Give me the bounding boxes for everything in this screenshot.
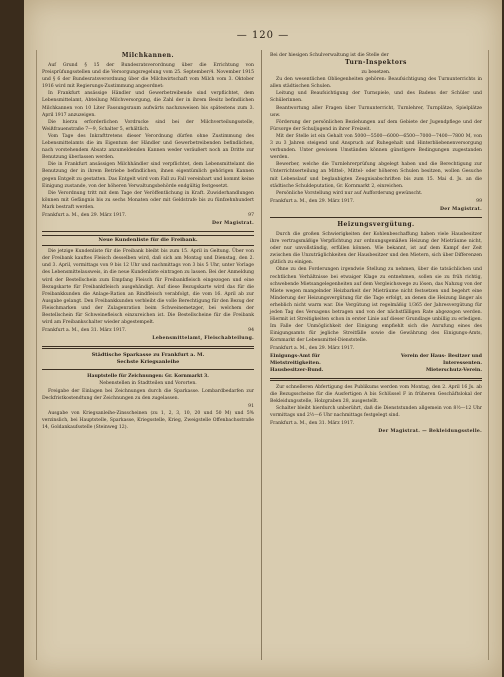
- notice-date: Frankfurt a. M., den 29. März 1917.: [42, 212, 127, 218]
- divider: [42, 369, 254, 370]
- notice-body: [270, 384, 482, 419]
- notice-footer: [42, 212, 254, 219]
- paragraph: Vom Tage des Inkrafttretens dieser Verordnung dürfen ohne Zustimmung des Lebensmittelamts die im Eigentum der Händler und Gewerbetreibenden befindlichen, nach vorstehendem Absatz anzumeldenden Kannen weder veräußert noch an Dritte zur Benutzung überlassen werden.: [42, 133, 254, 161]
- notice-clothing: [270, 384, 482, 436]
- paragraph: Durch die großen Schwierigkeiten der Kohlenbeschaffung haben viele Hausbesitzer ihre vertragsmäßige Verpflichtung zur ordnungsgemäßen Heizung der Mieträume nicht, oder nur unvollständig, erfüllen können. Wie bekannt, ist auf dem Kampf der Zeit zwischen die Unzuträglichkeiten der Hausbesitzer und den Mietern, sich über Differenzen gütlich zu einigen.: [270, 231, 482, 266]
- notice-tag: 91: [248, 403, 254, 409]
- notice-body: [42, 62, 254, 211]
- notice-title: Turn-Inspektors: [345, 59, 407, 67]
- paragraph: Die jetzige Kundenliste für die Freibank bleibt bis zum 15. April in Geltung. Über von der Freibank kauftes Fleisch desselben wird, daß sich am Montag und Dienstag, den 2. und 3. April, vormittags von 9 bis 12 Uhr und nachmittags von 3 bis 5 Uhr, unter Vorlage des Lebensmittelausweis, in die neue Kundenliste eintragen zu lassen. Bei der Anmeldung wird der Bestellschein zum Empfang Fleisch für Freibankfleisch eingezogen und eine Bezugskarte für Freibankfleisch ausgehändigt. Auf diese Bezugskarte wird das für die Freibankkunden die Anlage-Ration an Rindfleisch verabfolgt, die vom 16. April ab zur Ausgabe gelangt. Den Freibankkunden verbleibt die volle Berechtigung für den Bezug der Fleischmarken und der Zulagenration beim Schweinemetzger, bei welchem der Bestellschein für Schweinefleisch einzureichen ist. Die Bestellscheine für die Freibank wird am Freibankschalter wieder abgestempelt.: [42, 249, 254, 326]
- paragraph: Auf Grund § 15 der Bundesratsverordnung über die Errichtung von Preisprüfungsstellen und die Versorgungsregelung vom 25. September/4. November 1915 und § 6 der Bundesratsverordnung über die Milchwirtschaft vom Milch vom 3. Oktober 1916 wird mit Regierungs-Zustimmung angeordnet:: [42, 63, 254, 90]
- paragraph: Zur schnelleren Abfertigung des Publikums werden vom Montag, den 2. April 16 Js. ab die Bezugsscheine für die Ausfertigen A bis Schlüssel F in früheren Geschäftslokal der Bekleidungsstelle, Holzgraben 28, ausgestellt.: [270, 384, 482, 405]
- divider: [42, 231, 254, 232]
- notice-milk-cans: [42, 52, 254, 227]
- signatory: Einigungs-Amt für Mietstreitigkeiten.: [270, 352, 321, 366]
- divider: [270, 378, 482, 381]
- left-margin-rule: [36, 50, 37, 660]
- notice-signature: Der Magistrat.: [212, 221, 254, 227]
- signature-row: [270, 206, 482, 213]
- notice-footer: [42, 327, 254, 334]
- paragraph: Persönliche Vorstellung wird nur auf Aufforderung gewünscht.: [276, 190, 423, 196]
- signatory: Mieterschutz-Verein.: [425, 366, 482, 373]
- notice-line: Nebenstellen in Stadtteilen und Vororten.: [99, 381, 197, 387]
- notice-footer: [270, 345, 482, 352]
- paragraph: Ohne zu den Forderungen irgendwie Stellung zu nehmen, über die tatsächlichen und rechtlichen Verhältnisse bei etwaiger Klage zu entnehmen, sollen sie zu früh richtig, schwebende Mietsangelegenheiten auf dem Vergleichswege zu lösen, das Nahzug von der Miete wegen mangelnder Heizbarkeit der Mieträume nicht festsetzen und begehrt eine Minderung der Heizungsvergütung für die Tage erfolgt, an denen die Heizung länger als erheblich nicht warm war. Die Vergütung ist regelmäßig 1/365 der Jahresvergütung für jeden Tag des Versagens betragen und von der nächstfälligen Rate abgezogen werden. Hiermit ist Streitigkeiten schon in erster Linie auf dieser Grundlage unbillig zu erledigen. Im Falle der Unmöglichkeit der Einigung empfiehlt sich die Anrufung eines des Einigungsamts für jegliche Streitfälle sowie die Gewährung des Einigungs-Amts, Kornmarkt der Lebensmittel-Dienststelle.: [270, 267, 482, 344]
- notice-tag: 97: [248, 212, 254, 218]
- signature-row: [42, 220, 254, 227]
- left-column: [42, 52, 254, 435]
- paragraph: Die Verordnung tritt mit dem Tage der Veröffentlichung in Kraft. Zuwiderhandlungen können mit Gefängnis bis zu sechs Monaten oder mit Geldstrafe bis zu fünfzehnhundert Mark bestraft werden.: [42, 190, 254, 210]
- notice-body: [42, 388, 254, 432]
- notice-signature: Der Magistrat. — Bekleidungsstelle.: [378, 429, 482, 435]
- signature-row: [270, 428, 482, 435]
- notice-lead: zu besetzen.: [361, 70, 391, 76]
- right-margin-rule: [488, 50, 489, 660]
- signatory-row: [270, 353, 482, 367]
- notice-footer: [270, 420, 482, 427]
- notice-date: Frankfurt a. M., den 31. März 1917.: [270, 421, 355, 427]
- notice-signature: Der Magistrat.: [440, 206, 482, 212]
- paragraph: Zu den wesentlichen Obliegenheiten gehören: Beaufsichtigung des Turnunterrichts in allen städtischen Schulen.: [270, 77, 482, 90]
- notice-date: Frankfurt a. M., den 29. März 1917.: [270, 198, 355, 204]
- notice-heating: [270, 221, 482, 374]
- notice-title: Milchkannen.: [121, 52, 175, 59]
- column-divider: [261, 50, 262, 660]
- paragraph: In Frankfurt ansässige Händler und Gewerbetreibende sind verpflichtet, dem Lebensmittelamt, Abteilung Milchversorgung, die Zahl der in ihrem Besitz befindlichen Milchkannen von 10 Liter Fassungsraum aufwärts nachzuweisen bis spätestens zum 3. April 1917 anzuzeigen.: [42, 91, 254, 118]
- notice-footer: [270, 198, 482, 205]
- notice-gym-inspector: [270, 52, 482, 213]
- notice-body: [270, 231, 482, 345]
- notice-date: Frankfurt a. M., den 29. März 1917.: [270, 346, 355, 352]
- paragraph: Leitung und Beaufsichtigung der Turnspiele, und des Badens der Schüler und Schülerinnen.: [270, 91, 482, 104]
- notice-title: Städtische Sparkasse zu Frankfurt a. M.: [91, 352, 205, 359]
- notice-tag: 99: [476, 198, 482, 204]
- signatory: Hausbesitzer-Bund.: [270, 366, 324, 373]
- notice-body: [270, 76, 482, 197]
- notice-savings-bank: [42, 352, 254, 431]
- divider: [270, 217, 482, 218]
- paragraph: Förderung der persönlichen Beziehungen auf dem Gebiete der Jugendpflege und der Fürsorge der Schuljugend in ihrer Freizeit.: [270, 119, 482, 132]
- paragraph: Bewerber, welche die Turnlehrerprüfung abgelegt haben und die Berechtigung zur Unterrichtserteilung an Mittel-, Mittel- oder höheren Schulen besitzen, wollen Gesuche mit Lebenslauf und beglaubigten Zeugnisabschriften bis zum 15. Mai d. Js. an die städtische Schuldeputation, Gr. Kornmarkt 2, einreichen.: [270, 162, 482, 189]
- paragraph: Die in Frankfurt ansässigen Milchhändler sind verpflichtet, dem Lebensmittelamt die Benutzung der in ihrem Betriebe befindlichen, ihnen eigentümlich gehörigen Kannen gegen Entgelt zu gestatten. Das Entgelt wird vom Fall zu Fall vereinbart und kommt keine Einigung zustande, von der höheren Verwaltungsbehörde endgültig festgesetzt.: [42, 162, 254, 189]
- notice-tag: 94: [248, 328, 254, 334]
- notice-subtitle: Sechste Kriegsanleihe: [116, 359, 180, 366]
- notice-signature: Lebensmittelamt, Fleischabteilung.: [152, 336, 254, 342]
- paragraph: Schalter bleibt hierdurch unberührt, daß die Dienststunden allgemein von 8½—12 Uhr vormittags und 2½—6 Uhr nachmittags festgelegt sind.: [270, 406, 482, 419]
- tag-row: [42, 403, 254, 410]
- paragraph: Die hierzu erforderlichen Vordrucke sind bei der Milchverteilungsstelle, Weißfrauenstraße 7—9, Schalter 5, erhältlich.: [42, 119, 254, 132]
- paragraph: Mit der Stelle ist ein Gehalt von 5000—5500—6000—6500—7000—7400—7800 M, von 3 zu 3 Jahren steigend und Anspruch auf Ruhegehalt und Hinterbliebenenversorgung verbunden. Unter gewissen Umständen können günstigere Bedingungen zugestanden werden.: [270, 133, 482, 161]
- paragraph: Freigabe der Einlagen bei Zeichnungen durch die Sparkasse. Lombardbedarfen zur Deckfristkostendtung der Zeichnungen zu den zugelassen.: [42, 388, 254, 401]
- notice-intro: Bei der hiesigen Schulverwaltung ist die Stelle der: [270, 53, 389, 58]
- signatory: Verein der Haus- Besitzer und Interessenten.: [400, 352, 482, 366]
- notice-date: Frankfurt a. M., den 31. März 1917.: [42, 328, 127, 334]
- page-number: — 120 —: [236, 30, 290, 41]
- divider: [42, 346, 254, 349]
- notice-line: Hauptstelle für Zeichnungen: Gr. Kornmarkt 3.: [87, 374, 209, 380]
- notice-title: Heizungsvergütung.: [337, 220, 415, 228]
- notice-freibank: [42, 235, 254, 342]
- paragraph: Ausgabe von Kriegsanleihe-Zinsscheinen (zu 1, 2, 3, 10, 20 und 50 M) und 5% verzinslich, bei Hauptstelle, Sparkasse, Kriegsstelle, Krieg, Zweigstelle Offenbachsstraße 14, Goldankaufsstelle (Steinweg 12).: [42, 410, 254, 431]
- notice-title: Neue Kundenliste für die Freibank.: [42, 235, 254, 246]
- right-column: [270, 52, 482, 440]
- signatory-row: [270, 367, 482, 374]
- signature-row: [42, 335, 254, 342]
- paragraph: Beantwortung aller Fragen über Turnunterricht, Turnlehrer, Turnplätze, Spielplätze usw.: [270, 105, 482, 118]
- notice-body: [42, 248, 254, 326]
